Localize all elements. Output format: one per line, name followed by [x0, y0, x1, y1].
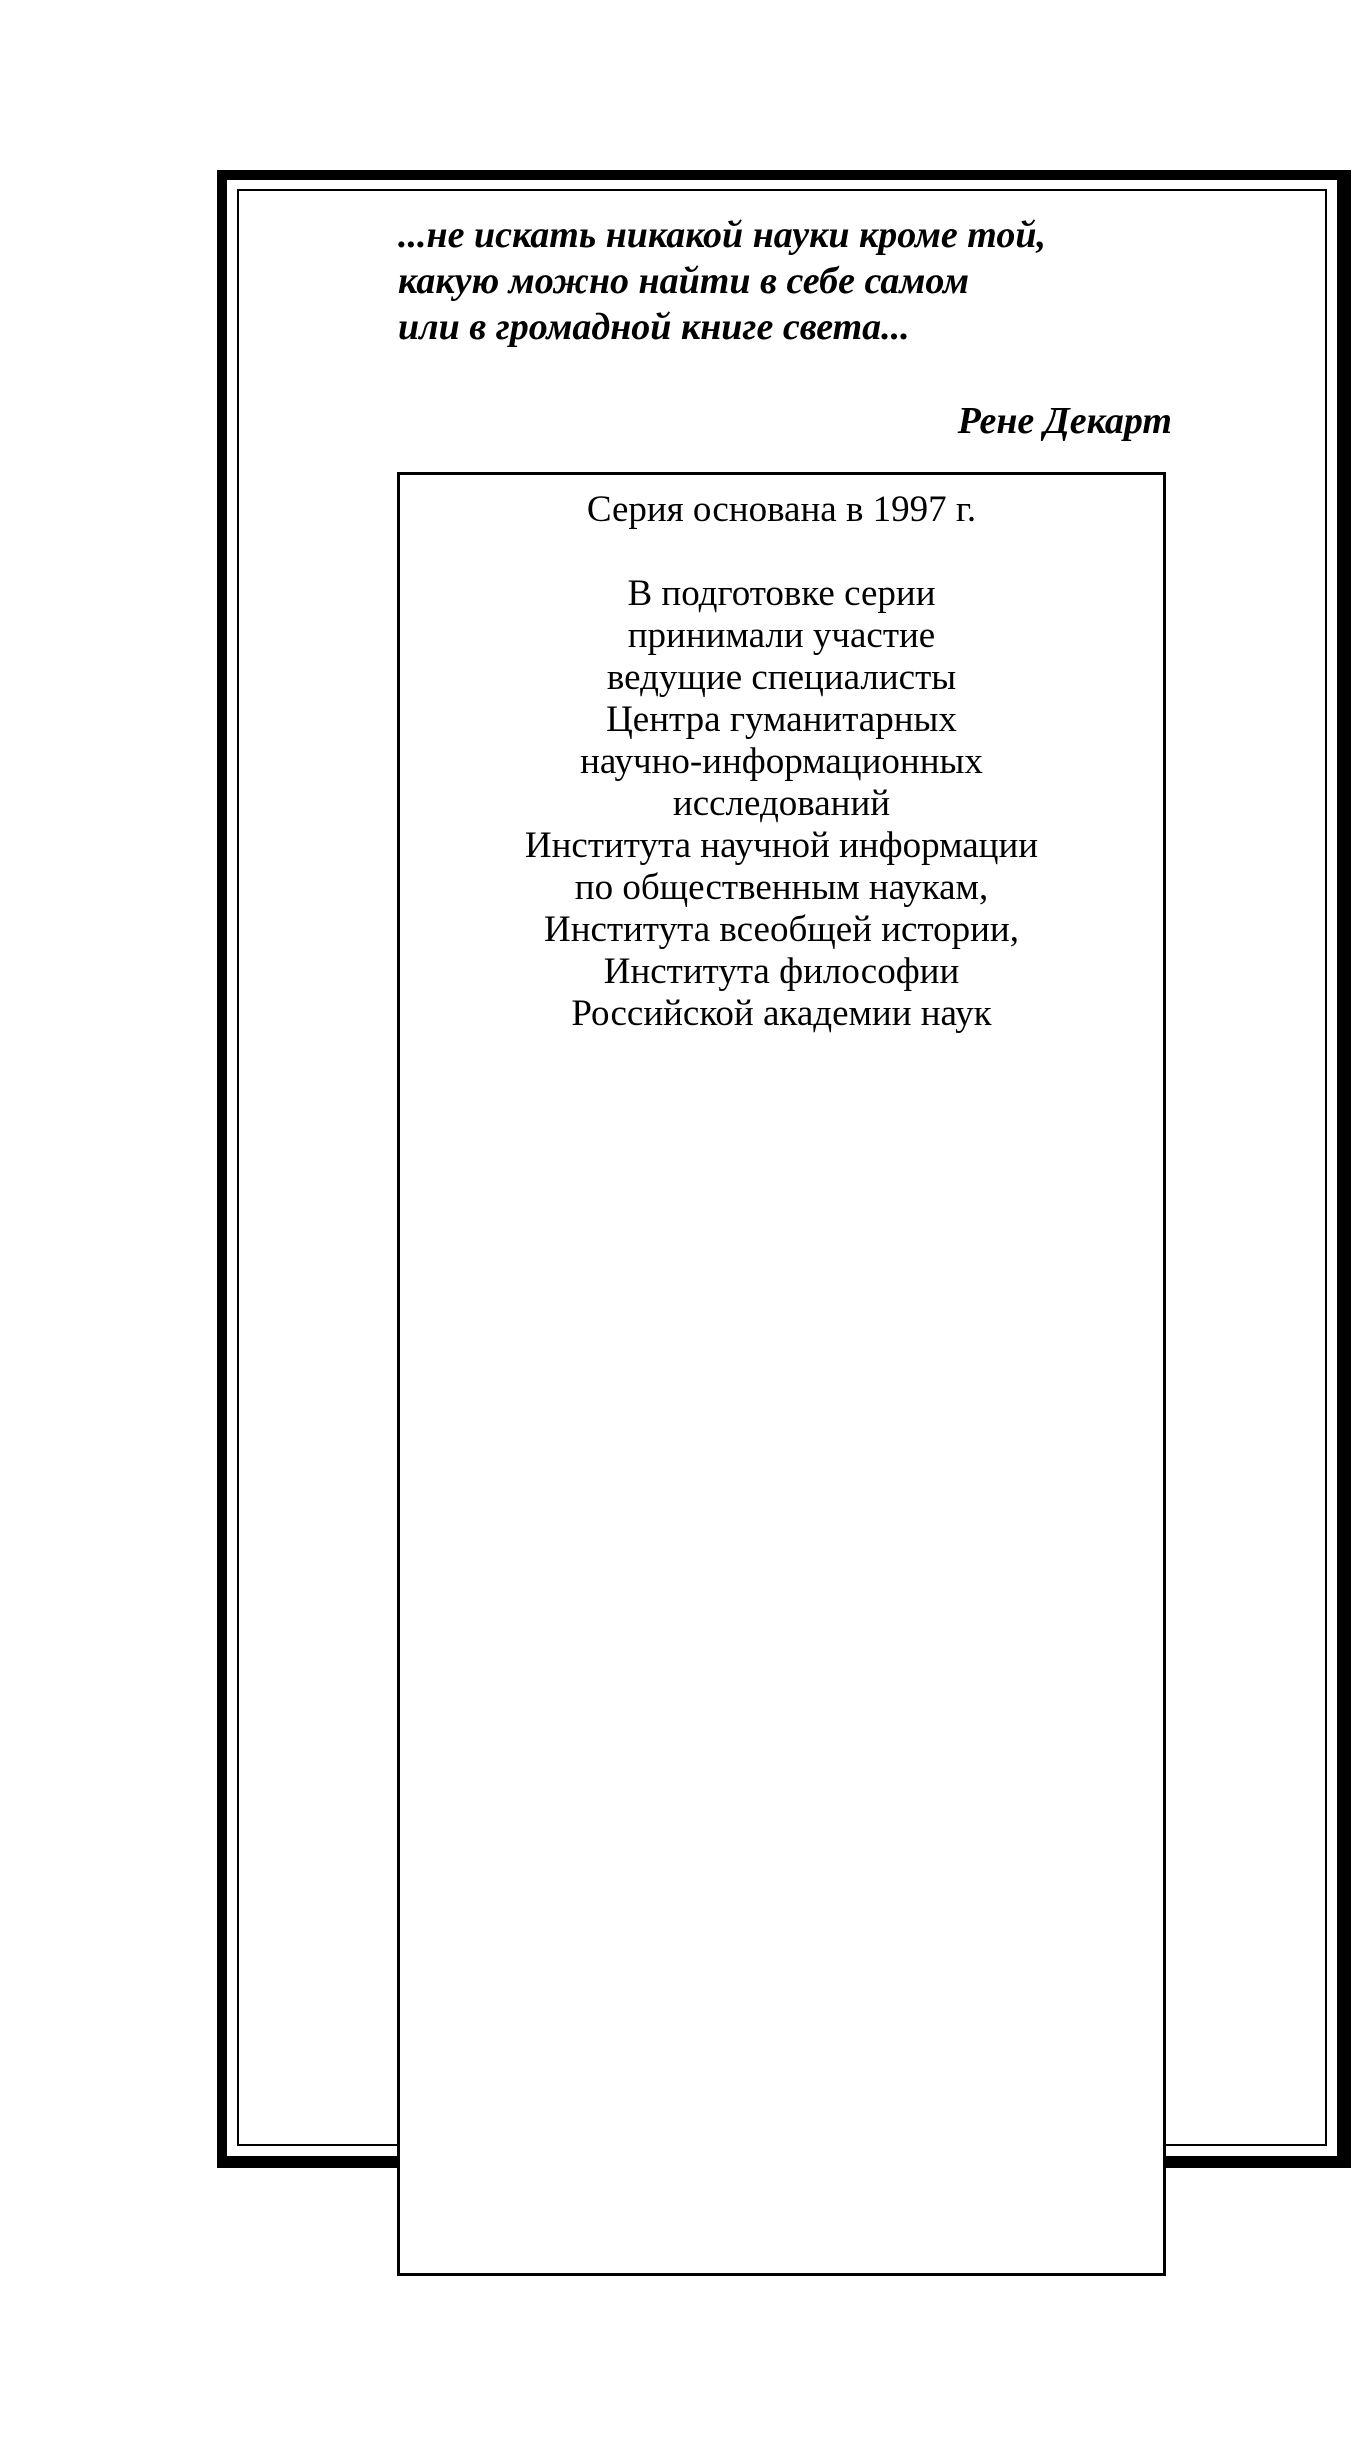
participants-line: Центра гуманитарных: [606, 699, 957, 740]
participants-line: В подготовке серии: [627, 573, 936, 614]
participants-line: Института научной информации: [524, 825, 1039, 866]
series-participants-text: [400, 573, 1163, 1035]
participants-line: ведущие специалисты: [606, 657, 957, 698]
series-founded-text: Серия основана в 1997 г.: [586, 489, 977, 530]
epigraph-line: или в громадной книге света...: [398, 306, 910, 348]
participants-line: научно-информационных: [580, 741, 983, 782]
epigraph-author: Рене Декарт: [957, 400, 1172, 442]
epigraph-line: какую можно найти в себе самом: [398, 260, 970, 302]
epigraph-quote: [398, 212, 1046, 350]
participants-line: исследований: [672, 783, 891, 824]
participants-line: Института всеобщей истории,: [544, 909, 1019, 950]
participants-line: по общественным наукам,: [574, 867, 989, 908]
participants-line: Российской академии наук: [571, 993, 992, 1034]
epigraph-line: ...не искать никакой науки кроме той,: [398, 214, 1046, 256]
series-info-box: [397, 472, 1166, 2276]
participants-line: Института философии: [603, 951, 960, 992]
participants-line: принимали участие: [627, 615, 936, 656]
